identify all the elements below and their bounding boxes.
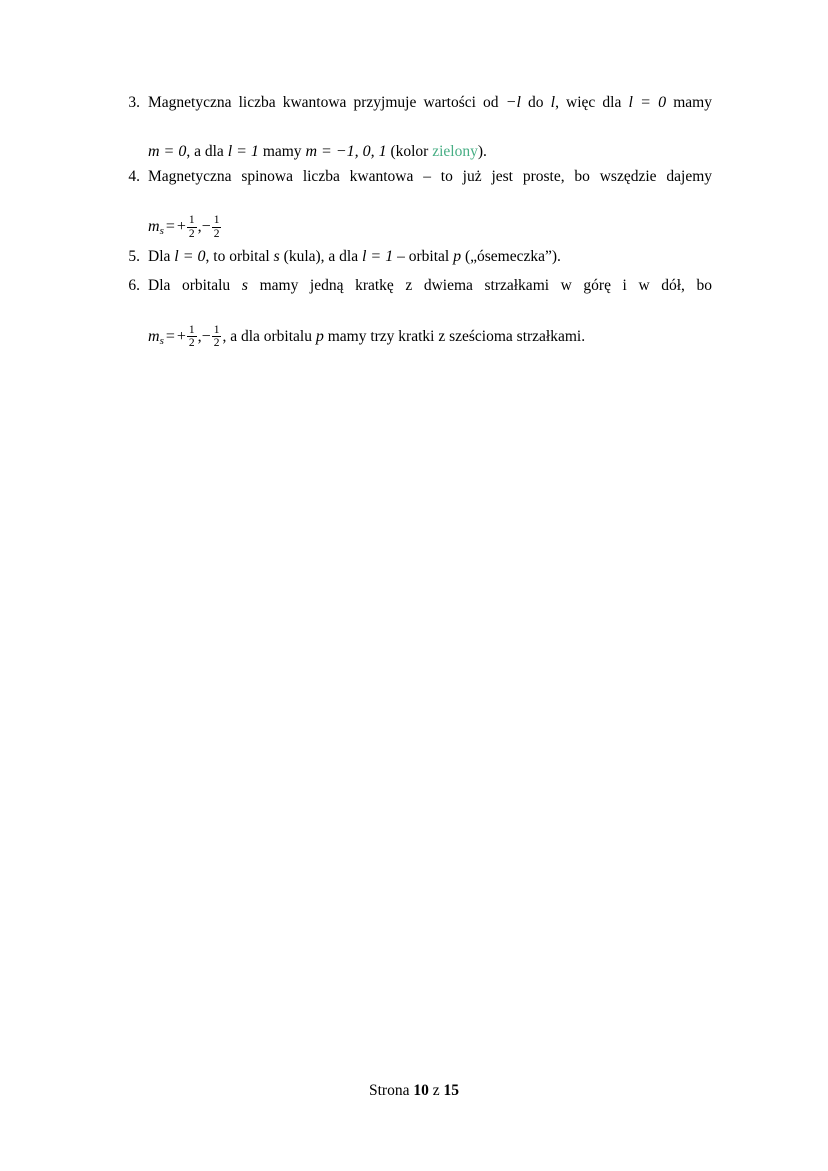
item3-text-8: ).	[477, 142, 487, 160]
list-item-body	[148, 92, 712, 163]
item6-math-p: p	[315, 327, 324, 345]
item6-math-comma: ,	[197, 327, 202, 345]
fraction-denominator: 2	[188, 227, 195, 240]
item4-formula	[148, 214, 712, 240]
page-content	[118, 92, 712, 353]
item5-text-1: Dla	[148, 248, 175, 266]
list-item	[118, 92, 712, 163]
item6-fraction-minus-one-half	[212, 324, 222, 350]
item5-math-s: s	[273, 248, 280, 266]
item3-math-m-equals-0: m = 0	[148, 142, 187, 160]
item3-text-4: mamy	[666, 94, 712, 111]
item5-text-4: – orbital	[393, 248, 454, 266]
item5-math-p: p	[453, 248, 462, 266]
item6-text-2: mamy jedną kratkę z dwiema strzałkami w górę i w dół, bo	[248, 276, 712, 294]
list-item	[118, 246, 712, 269]
item4-math-plus: +	[176, 218, 186, 236]
list-marker: 3.	[128, 94, 140, 111]
list-item	[118, 166, 712, 240]
item5-text-5: („ósemeczka”).	[461, 248, 561, 266]
list-item-body	[148, 246, 712, 269]
item6-math-plus: +	[176, 327, 186, 345]
page-footer	[0, 1082, 828, 1100]
item4-math-subscript-s: s	[159, 225, 164, 238]
item6-text-1: Dla orbitalu	[148, 276, 242, 294]
item3-text-7: (kolor	[386, 142, 433, 160]
item3-math-m-values: m = −1, 0, 1	[305, 142, 387, 160]
list-marker: 6.	[128, 276, 140, 294]
item5-math-l-equals-0: l = 0	[174, 248, 206, 266]
item5-text-2: , to orbital	[205, 248, 274, 266]
item3-text-1: Magnetyczna liczba kwantowa przyjmuje wartości od	[148, 94, 506, 111]
list-marker: 4.	[128, 168, 140, 186]
item4-text-1: Magnetyczna spinowa liczba kwantowa – to już jest proste, bo wszędzie dajemy	[148, 168, 712, 186]
item6-text-4: mamy trzy kratki z sześcioma strzałkami.	[323, 327, 586, 345]
numbered-list	[118, 92, 712, 350]
fraction-numerator: 1	[188, 323, 195, 336]
fraction-denominator: 2	[213, 337, 220, 350]
list-item-body	[148, 275, 712, 350]
item4-math-comma: ,	[197, 218, 202, 236]
item4-fraction-one-half	[187, 214, 197, 240]
footer-page-number: 10	[413, 1082, 429, 1099]
item3-line2	[148, 141, 712, 164]
item3-green-word: zielony	[432, 142, 478, 160]
item3-text-3: , więc dla	[555, 94, 629, 111]
item5-math-l-equals-1: l = 1	[361, 248, 394, 266]
item3-math-l: l	[550, 94, 556, 111]
footer-prefix: Strona	[369, 1082, 414, 1099]
item6-math-minus: −	[201, 327, 211, 345]
item3-math-minus-l: −l	[505, 94, 521, 111]
item4-math-equals: =	[165, 218, 175, 236]
item4-math-minus: −	[201, 218, 211, 236]
list-marker: 5.	[128, 248, 140, 266]
item6-line2	[148, 324, 712, 350]
item3-text-2: do	[520, 94, 551, 111]
item6-math-equals: =	[165, 327, 175, 345]
item6-fraction-one-half	[187, 324, 197, 350]
fraction-numerator: 1	[188, 214, 195, 227]
list-item-body	[148, 166, 712, 240]
item3-math-l-equals-1: l = 1	[227, 142, 259, 160]
item4-fraction-minus-one-half	[212, 214, 222, 240]
item3-text-5: , a dla	[186, 142, 228, 160]
item3-text-6: mamy	[258, 142, 306, 160]
item6-math-s: s	[241, 276, 248, 294]
fraction-numerator: 1	[213, 214, 220, 227]
fraction-denominator: 2	[213, 227, 220, 240]
item4-math-m: m	[148, 218, 160, 236]
item6-math-subscript-s: s	[159, 334, 164, 347]
footer-separator: z	[428, 1082, 444, 1099]
item6-text-3: , a dla orbitalu	[222, 327, 316, 345]
fraction-denominator: 2	[188, 337, 195, 350]
item5-text-3: (kula), a dla	[279, 248, 362, 266]
item6-math-m: m	[148, 327, 160, 345]
item3-math-l-equals-0: l = 0	[628, 94, 667, 111]
fraction-numerator: 1	[213, 323, 220, 336]
footer-total-pages: 15	[443, 1082, 459, 1099]
list-item	[118, 275, 712, 350]
